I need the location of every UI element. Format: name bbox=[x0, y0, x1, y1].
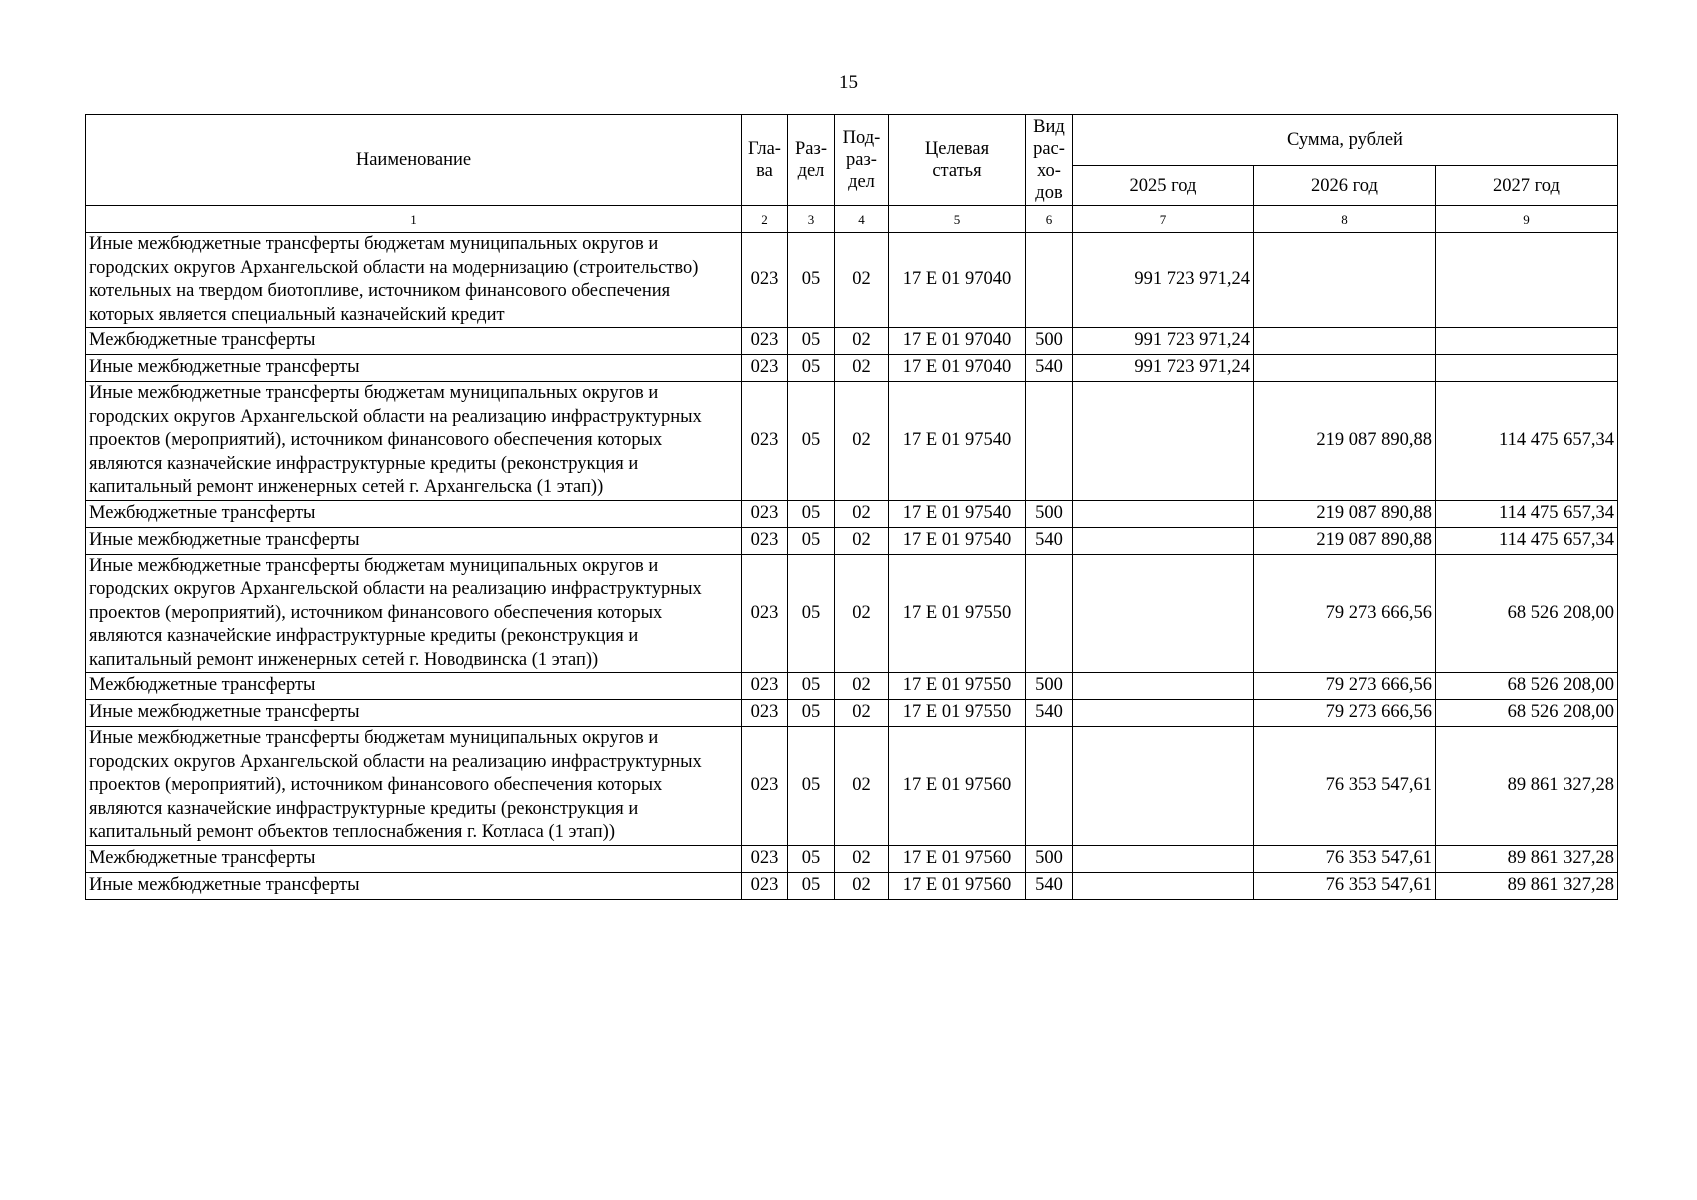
row-name: Иные межбюджетные трансферты бюджетам муниципальных округов и городских округов Архангельской области на реализацию инфраструктурных проектов (мероприятий), источником финансового обеспечения которых являются казначейские инфраструктурные кредиты (реконструкция и капитальный ремонт инженерных сетей г. Архангельска (1 этап)) bbox=[86, 382, 742, 501]
row-sum-2026: 76 353 547,61 bbox=[1254, 872, 1436, 899]
table-body bbox=[86, 233, 1618, 900]
table-row bbox=[86, 500, 1618, 527]
header-year-2026: 2026 год bbox=[1254, 166, 1436, 206]
row-sum-2027: 114 475 657,34 bbox=[1436, 500, 1618, 527]
row-sum-2026: 76 353 547,61 bbox=[1254, 845, 1436, 872]
table-row bbox=[86, 727, 1618, 846]
row-expense-type: 540 bbox=[1026, 872, 1073, 899]
column-numbers-row bbox=[86, 206, 1618, 233]
header-sum: Сумма, рублей bbox=[1073, 115, 1618, 166]
row-sum-2026: 219 087 890,88 bbox=[1254, 527, 1436, 554]
row-section: 05 bbox=[788, 673, 835, 700]
row-subsection: 02 bbox=[835, 500, 889, 527]
row-subsection: 02 bbox=[835, 673, 889, 700]
row-sum-2026 bbox=[1254, 355, 1436, 382]
table-row bbox=[86, 355, 1618, 382]
row-expense-type: 500 bbox=[1026, 500, 1073, 527]
row-sum-2027: 89 861 327,28 bbox=[1436, 872, 1618, 899]
row-name: Иные межбюджетные трансферты bbox=[86, 872, 742, 899]
table-row bbox=[86, 872, 1618, 899]
header-target-article bbox=[889, 115, 1026, 206]
row-sum-2025 bbox=[1073, 727, 1254, 846]
row-sum-2027: 89 861 327,28 bbox=[1436, 727, 1618, 846]
row-expense-type bbox=[1026, 233, 1073, 328]
row-sum-2027: 68 526 208,00 bbox=[1436, 554, 1618, 673]
column-number: 4 bbox=[835, 206, 889, 233]
header-section-label: Раз- дел bbox=[795, 139, 827, 181]
table-row bbox=[86, 673, 1618, 700]
row-sum-2027: 68 526 208,00 bbox=[1436, 700, 1618, 727]
row-target-article: 17 Е 01 97540 bbox=[889, 500, 1026, 527]
header-year-2025: 2025 год bbox=[1073, 166, 1254, 206]
row-name: Иные межбюджетные трансферты bbox=[86, 355, 742, 382]
row-chapter: 023 bbox=[742, 500, 788, 527]
row-name: Межбюджетные трансферты bbox=[86, 673, 742, 700]
header-expense-type-label: Вид рас- хо- дов bbox=[1033, 117, 1065, 203]
row-subsection: 02 bbox=[835, 328, 889, 355]
row-sum-2027: 114 475 657,34 bbox=[1436, 382, 1618, 501]
row-sum-2025 bbox=[1073, 500, 1254, 527]
row-expense-type: 540 bbox=[1026, 700, 1073, 727]
row-sum-2026: 219 087 890,88 bbox=[1254, 500, 1436, 527]
row-chapter: 023 bbox=[742, 233, 788, 328]
row-target-article: 17 Е 01 97560 bbox=[889, 727, 1026, 846]
row-sum-2025 bbox=[1073, 845, 1254, 872]
row-sum-2025: 991 723 971,24 bbox=[1073, 233, 1254, 328]
row-subsection: 02 bbox=[835, 872, 889, 899]
row-sum-2025 bbox=[1073, 700, 1254, 727]
table-header bbox=[86, 115, 1618, 233]
header-year-2027: 2027 год bbox=[1436, 166, 1618, 206]
row-sum-2025: 991 723 971,24 bbox=[1073, 355, 1254, 382]
row-expense-type bbox=[1026, 382, 1073, 501]
row-name: Иные межбюджетные трансферты бюджетам муниципальных округов и городских округов Архангельской области на модернизацию (строительство) котельных на твердом биотопливе, источником финансового обеспечения которых является специальный казначейский кредит bbox=[86, 233, 742, 328]
column-number: 1 bbox=[86, 206, 742, 233]
row-target-article: 17 Е 01 97040 bbox=[889, 355, 1026, 382]
row-subsection: 02 bbox=[835, 233, 889, 328]
row-section: 05 bbox=[788, 700, 835, 727]
row-chapter: 023 bbox=[742, 382, 788, 501]
row-chapter: 023 bbox=[742, 845, 788, 872]
row-sum-2027 bbox=[1436, 355, 1618, 382]
row-chapter: 023 bbox=[742, 328, 788, 355]
row-section: 05 bbox=[788, 500, 835, 527]
row-target-article: 17 Е 01 97040 bbox=[889, 233, 1026, 328]
row-sum-2027: 89 861 327,28 bbox=[1436, 845, 1618, 872]
row-sum-2025 bbox=[1073, 527, 1254, 554]
row-expense-type: 540 bbox=[1026, 527, 1073, 554]
row-sum-2026 bbox=[1254, 233, 1436, 328]
row-sum-2026: 79 273 666,56 bbox=[1254, 700, 1436, 727]
row-sum-2027 bbox=[1436, 328, 1618, 355]
row-section: 05 bbox=[788, 328, 835, 355]
row-section: 05 bbox=[788, 727, 835, 846]
header-subsection-label: Под- раз- дел bbox=[842, 128, 881, 192]
row-name: Иные межбюджетные трансферты бюджетам муниципальных округов и городских округов Архангельской области на реализацию инфраструктурных проектов (мероприятий), источником финансового обеспечения которых являются казначейские инфраструктурные кредиты (реконструкция и капитальный ремонт инженерных сетей г. Новодвинска (1 этап)) bbox=[86, 554, 742, 673]
row-target-article: 17 Е 01 97560 bbox=[889, 845, 1026, 872]
row-target-article: 17 Е 01 97540 bbox=[889, 382, 1026, 501]
table-row bbox=[86, 328, 1618, 355]
header-name: Наименование bbox=[86, 115, 742, 206]
row-target-article: 17 Е 01 97550 bbox=[889, 673, 1026, 700]
column-number: 7 bbox=[1073, 206, 1254, 233]
column-number: 2 bbox=[742, 206, 788, 233]
row-name: Межбюджетные трансферты bbox=[86, 500, 742, 527]
row-expense-type: 500 bbox=[1026, 328, 1073, 355]
row-subsection: 02 bbox=[835, 382, 889, 501]
table-row bbox=[86, 845, 1618, 872]
row-sum-2026: 219 087 890,88 bbox=[1254, 382, 1436, 501]
row-subsection: 02 bbox=[835, 527, 889, 554]
header-expense-type bbox=[1026, 115, 1073, 206]
row-sum-2025 bbox=[1073, 554, 1254, 673]
row-name: Иные межбюджетные трансферты bbox=[86, 527, 742, 554]
row-sum-2027: 114 475 657,34 bbox=[1436, 527, 1618, 554]
row-target-article: 17 Е 01 97550 bbox=[889, 554, 1026, 673]
row-section: 05 bbox=[788, 355, 835, 382]
row-sum-2025: 991 723 971,24 bbox=[1073, 328, 1254, 355]
table-row bbox=[86, 554, 1618, 673]
row-chapter: 023 bbox=[742, 673, 788, 700]
page-number: 15 bbox=[839, 72, 858, 93]
row-section: 05 bbox=[788, 233, 835, 328]
header-target-article-label: Целевая статья bbox=[924, 139, 990, 181]
row-target-article: 17 Е 01 97540 bbox=[889, 527, 1026, 554]
row-sum-2027: 68 526 208,00 bbox=[1436, 673, 1618, 700]
header-section bbox=[788, 115, 835, 206]
row-expense-type bbox=[1026, 554, 1073, 673]
row-sum-2025 bbox=[1073, 872, 1254, 899]
table-row bbox=[86, 700, 1618, 727]
row-subsection: 02 bbox=[835, 727, 889, 846]
row-sum-2027 bbox=[1436, 233, 1618, 328]
column-number: 5 bbox=[889, 206, 1026, 233]
column-number: 9 bbox=[1436, 206, 1618, 233]
header-chapter bbox=[742, 115, 788, 206]
row-section: 05 bbox=[788, 382, 835, 501]
row-chapter: 023 bbox=[742, 727, 788, 846]
row-target-article: 17 Е 01 97550 bbox=[889, 700, 1026, 727]
row-name: Межбюджетные трансферты bbox=[86, 328, 742, 355]
row-name: Иные межбюджетные трансферты bbox=[86, 700, 742, 727]
row-subsection: 02 bbox=[835, 845, 889, 872]
row-expense-type: 500 bbox=[1026, 673, 1073, 700]
row-chapter: 023 bbox=[742, 527, 788, 554]
row-section: 05 bbox=[788, 527, 835, 554]
row-sum-2026 bbox=[1254, 328, 1436, 355]
column-number: 8 bbox=[1254, 206, 1436, 233]
row-expense-type bbox=[1026, 727, 1073, 846]
row-subsection: 02 bbox=[835, 554, 889, 673]
column-number: 6 bbox=[1026, 206, 1073, 233]
header-chapter-label: Гла- ва bbox=[748, 139, 781, 181]
row-target-article: 17 Е 01 97560 bbox=[889, 872, 1026, 899]
table-row bbox=[86, 527, 1618, 554]
row-section: 05 bbox=[788, 872, 835, 899]
row-section: 05 bbox=[788, 554, 835, 673]
header-subsection bbox=[835, 115, 889, 206]
row-chapter: 023 bbox=[742, 554, 788, 673]
column-number: 3 bbox=[788, 206, 835, 233]
row-sum-2026: 79 273 666,56 bbox=[1254, 673, 1436, 700]
row-name: Иные межбюджетные трансферты бюджетам муниципальных округов и городских округов Архангельской области на реализацию инфраструктурных проектов (мероприятий), источником финансового обеспечения которых являются казначейские инфраструктурные кредиты (реконструкция и капитальный ремонт объектов теплоснабжения г. Котласа (1 этап)) bbox=[86, 727, 742, 846]
row-chapter: 023 bbox=[742, 700, 788, 727]
row-subsection: 02 bbox=[835, 355, 889, 382]
row-sum-2025 bbox=[1073, 382, 1254, 501]
row-sum-2026: 79 273 666,56 bbox=[1254, 554, 1436, 673]
row-section: 05 bbox=[788, 845, 835, 872]
row-target-article: 17 Е 01 97040 bbox=[889, 328, 1026, 355]
row-subsection: 02 bbox=[835, 700, 889, 727]
row-sum-2025 bbox=[1073, 673, 1254, 700]
row-chapter: 023 bbox=[742, 872, 788, 899]
row-expense-type: 540 bbox=[1026, 355, 1073, 382]
budget-table bbox=[85, 114, 1618, 900]
row-name: Межбюджетные трансферты bbox=[86, 845, 742, 872]
row-chapter: 023 bbox=[742, 355, 788, 382]
row-sum-2026: 76 353 547,61 bbox=[1254, 727, 1436, 846]
table-row bbox=[86, 233, 1618, 328]
row-expense-type: 500 bbox=[1026, 845, 1073, 872]
table-row bbox=[86, 382, 1618, 501]
